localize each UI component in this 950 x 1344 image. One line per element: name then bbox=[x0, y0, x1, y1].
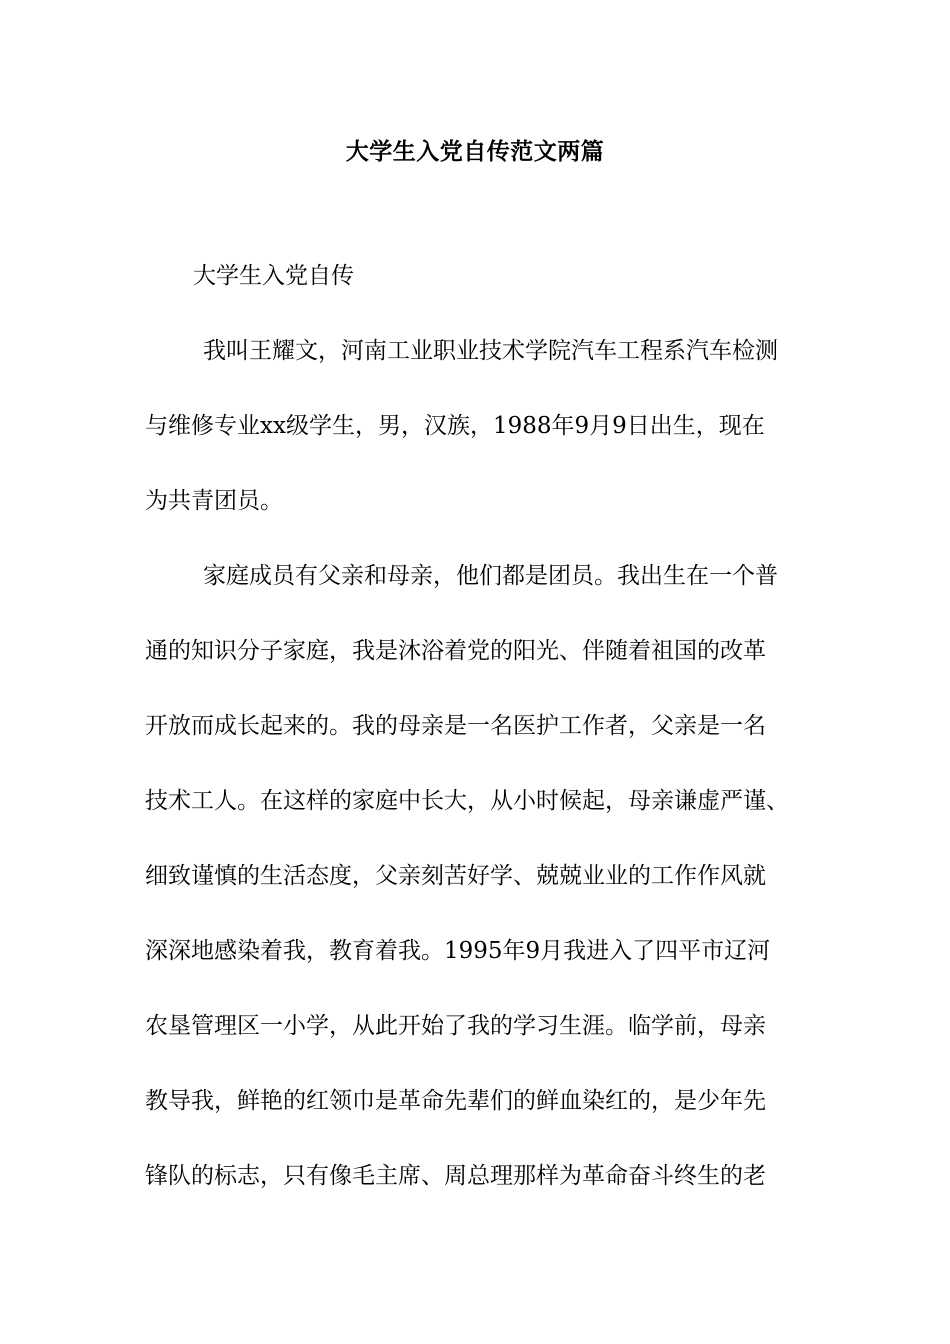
paragraph-line: 深深地感染着我，教育着我。1995年9月我进入了四平市辽河 bbox=[145, 938, 771, 964]
paragraph-line: 开放而成长起来的。我的母亲是一名医护工作者，父亲是一名 bbox=[145, 713, 766, 739]
paragraph-line: 我叫王耀文，河南工业职业技术学院汽车工程系汽车检测 bbox=[203, 338, 778, 364]
paragraph-line: 与维修专业xx级学生，男，汉族，1988年9月9日出生，现在 bbox=[145, 413, 765, 439]
paragraph-line: 技术工人。在这样的家庭中长大，从小时候起，母亲谦虚严谨、 bbox=[145, 788, 789, 814]
paragraph-line: 家庭成员有父亲和母亲，他们都是团员。我出生在一个普 bbox=[203, 563, 778, 589]
paragraph-line: 通的知识分子家庭，我是沐浴着党的阳光、伴随着祖国的改革 bbox=[145, 638, 766, 664]
document-title: 大学生入党自传范文两篇 bbox=[345, 138, 605, 165]
section-heading: 大学生入党自传 bbox=[193, 263, 354, 289]
paragraph-line: 教导我，鲜艳的红领巾是革命先辈们的鲜血染红的，是少年先 bbox=[145, 1088, 766, 1114]
paragraph-line: 农垦管理区一小学，从此开始了我的学习生涯。临学前，母亲 bbox=[145, 1013, 766, 1039]
paragraph-line: 为共青团员。 bbox=[145, 488, 283, 514]
paragraph-line: 细致谨慎的生活态度，父亲刻苦好学、兢兢业业的工作作风就 bbox=[145, 863, 766, 889]
paragraph-line: 锋队的标志，只有像毛主席、周总理那样为革命奋斗终生的老 bbox=[145, 1163, 766, 1189]
